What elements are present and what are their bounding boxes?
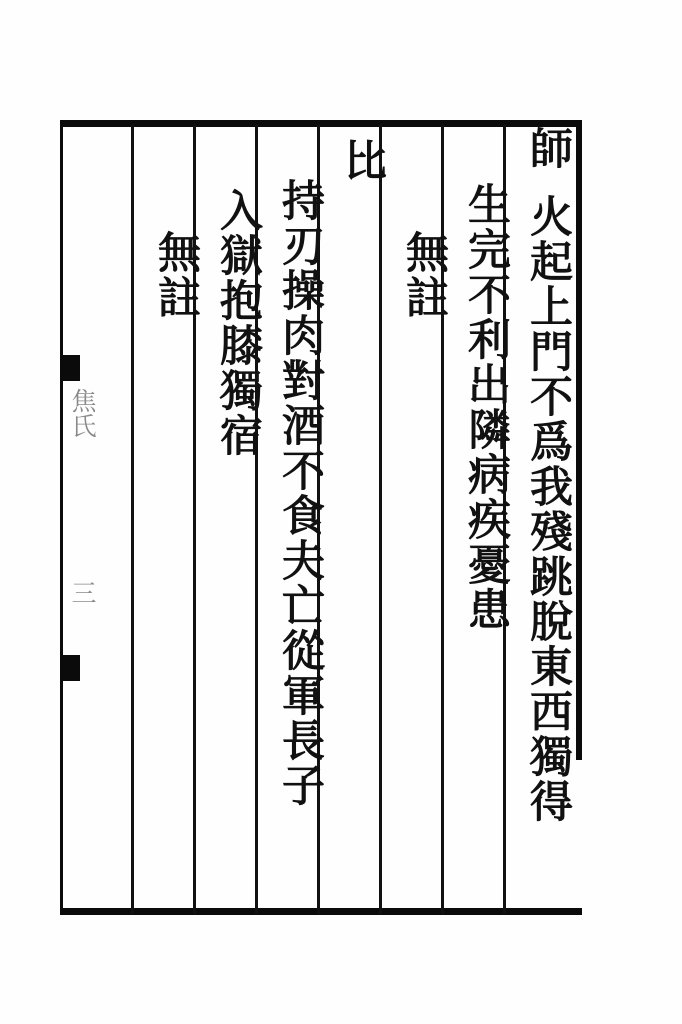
text-column-7: 無註 [151, 230, 201, 320]
page-border-right [576, 120, 582, 760]
text-column-3: 無註 [399, 230, 449, 320]
text-column-6: 入獄抱膝獨宿 [213, 188, 263, 458]
text-column-4: 比 [337, 138, 387, 183]
printed-page-frame [60, 120, 582, 915]
page-border-left [60, 120, 63, 915]
text-column-1: 火起上門不爲我殘跳脫東西獨得 [523, 194, 573, 824]
spine-label-upper: 焦氏 [68, 388, 97, 438]
column-rule-3 [379, 124, 382, 914]
spine-label-lower: 三 [68, 580, 97, 605]
spine-fishtail-mark-lower [60, 655, 80, 681]
page-header-character: 師 [523, 126, 573, 171]
column-rule-7 [131, 124, 134, 914]
text-column-2: 生完不利出隣病疾憂患 [461, 182, 511, 632]
text-column-5: 持刃操肉對酒不食夫亡從軍長子 [275, 178, 325, 808]
spine-fishtail-mark-upper [60, 355, 80, 381]
